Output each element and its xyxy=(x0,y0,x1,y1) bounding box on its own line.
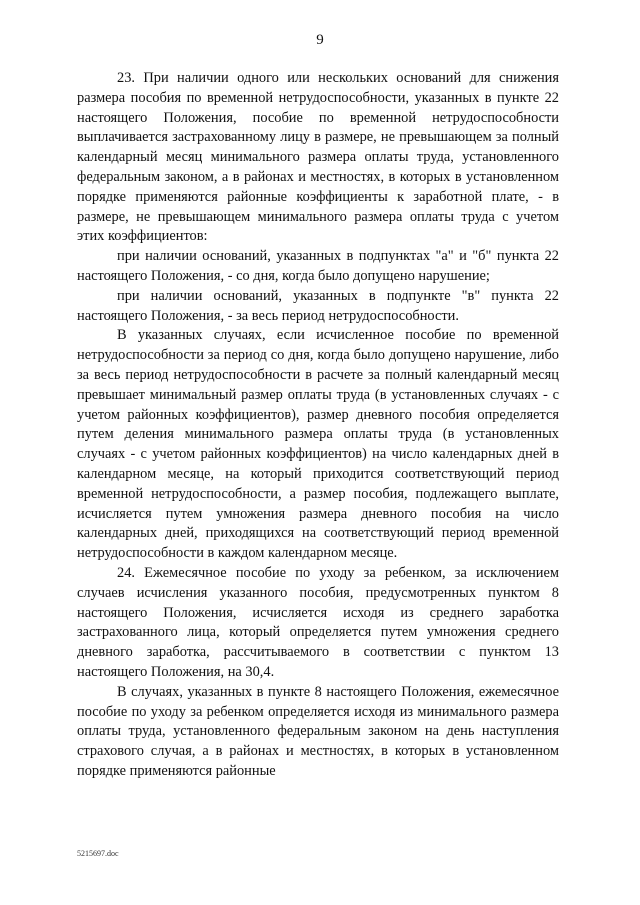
paragraph-23-calculation: В указанных случаях, если исчисленное пособие по временной нетрудоспособности за период со дня, когда было допущено нарушение, либо за весь период нетрудоспособности в расчете за полный календарный месяц превышает минимальный размер оплаты труда (в установленных случаях - с учетом районных коэффициентов), размер дневного пособия определяется путем деления минимального размера оплаты труда (в установленных случаях - с учетом районных коэффициентов) на число календарных дней в календарном месяце, на который приходится соответствующий период временной нетрудоспособности, а размер пособия, подлежащего выплате, исчисляется путем умножения размера дневного пособия на число календарных дней, приходящихся на соответствующий период временной нетрудоспособности в каждом календарном месяце. xyxy=(77,327,559,562)
paragraph-24: 24. Ежемесячное пособие по уходу за ребенком, за исключением случаев исчисления указанного пособия, предусмотренных пунктом 8 настоящего Положения, исчисляется исходя из среднего заработка застрахованного лица, который определяется путем умножения среднего дневного заработка, рассчитываемого в соответствии с пунктом 13 настоящего Положения, на 30,4. xyxy=(77,564,559,680)
paragraph-23: 23. При наличии одного или нескольких оснований для снижения размера пособия по временной нетрудоспособности, указанных в пункте 22 настоящего Положения, пособие по временной нетрудоспособности выплачивается застрахованному лицу в размере, не превышающем за полный календарный месяц минимального размера оплаты труда, установленного федеральным законом, а в районах и местностях, в которых в установленном порядке применяются районные коэффициенты к заработной плате, - в размере, не превышающем минимального размера оплаты труда с учетом этих коэффициентов: xyxy=(77,70,559,245)
document-body xyxy=(77,69,559,782)
paragraph-23-subitem-a-b: при наличии оснований, указанных в подпунктах "а" и "б" пункта 22 настоящего Положения, - со дня, когда было допущено нарушение; xyxy=(77,248,559,284)
paragraph-23-subitem-v: при наличии оснований, указанных в подпункте "в" пункта 22 настоящего Положения, - за весь период нетрудоспособности. xyxy=(77,287,559,324)
paragraph-24-cases: В случаях, указанных в пункте 8 настоящего Положения, ежемесячное пособие по уходу за ребенком определяется исходя из минимального размера оплаты труда, установленного федеральным законом на день наступления страхового случая, а в районах и местностях, в которых в установленном порядке применяются районные xyxy=(77,683,559,779)
document-file-code: 5215697.doc xyxy=(77,849,119,858)
page-number: 9 xyxy=(316,32,324,48)
